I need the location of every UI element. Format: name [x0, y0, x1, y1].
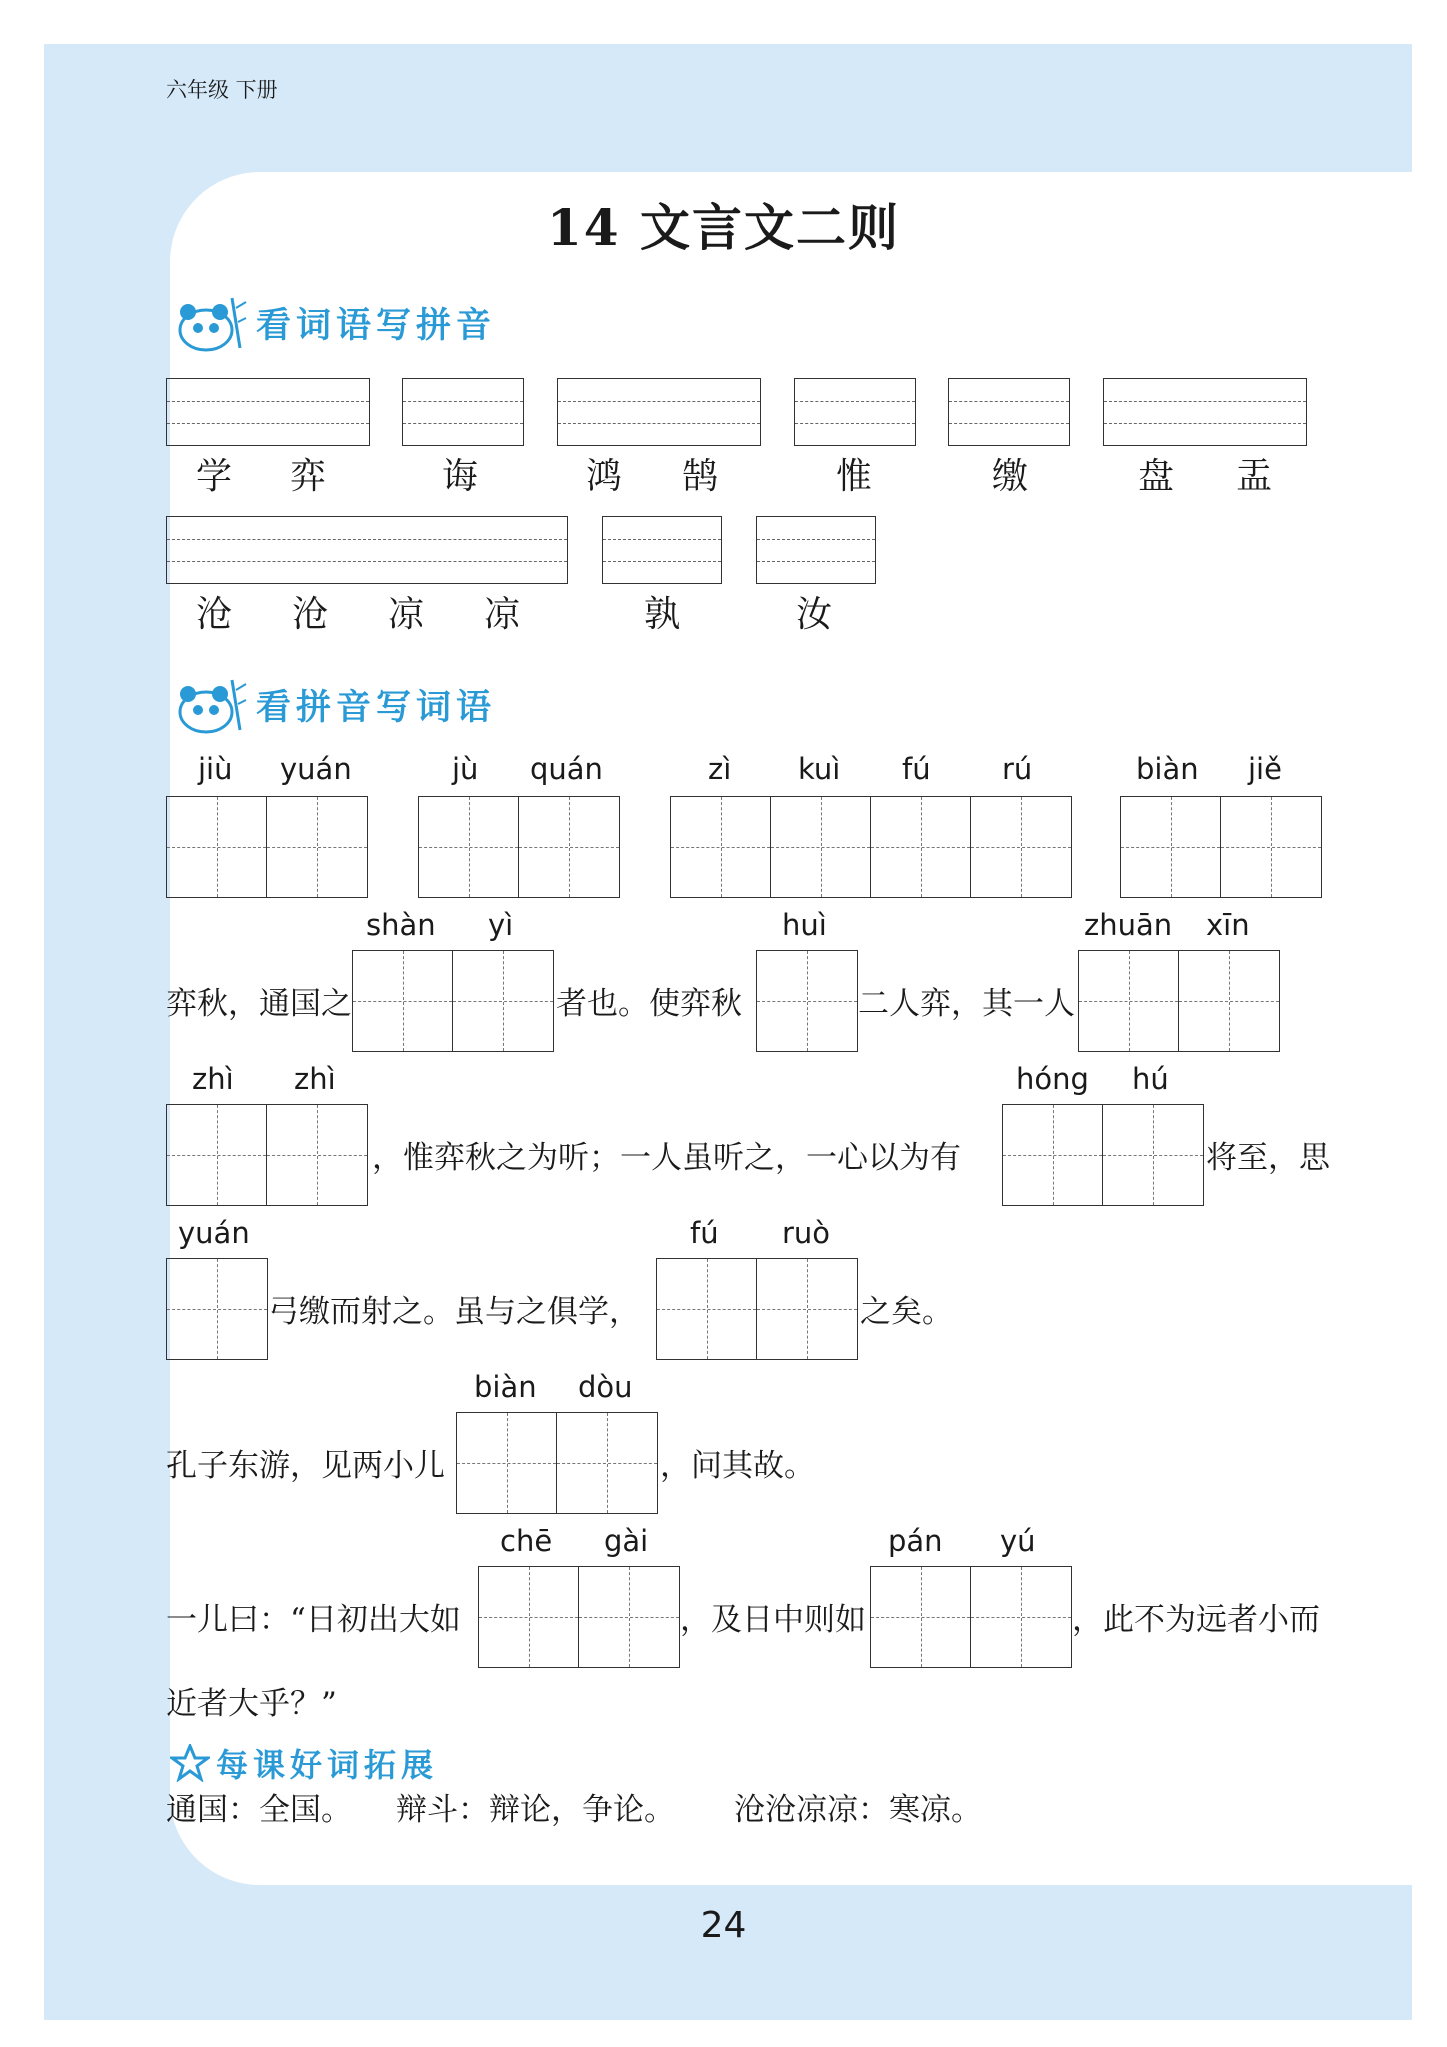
word-char: 学	[196, 456, 233, 497]
passage-text: ，及日中则如	[680, 1602, 866, 1638]
section-title: 看拼音写词语	[256, 688, 497, 728]
passage-text: 孔子东游，见两小儿	[166, 1448, 445, 1484]
pinyin: biàn	[1136, 752, 1199, 786]
word-char: 鸿	[586, 456, 623, 497]
answer-grid[interactable]	[352, 950, 554, 1052]
pinyin-box[interactable]	[948, 378, 1070, 446]
grade-label: 六年级 下册	[166, 78, 278, 102]
pinyin: huì	[782, 908, 827, 942]
pinyin: zì	[708, 752, 732, 786]
pinyin: hóng	[1016, 1062, 1089, 1096]
answer-grid[interactable]	[166, 1258, 268, 1360]
answer-grid[interactable]	[656, 1258, 858, 1360]
word-char: 沧	[196, 594, 233, 635]
word-char: 惟	[836, 456, 873, 497]
extension-title: 每课好词拓展	[216, 1746, 439, 1784]
pinyin: biàn	[474, 1370, 537, 1404]
word-char: 诲	[442, 456, 479, 497]
word-char: 沧	[292, 594, 329, 635]
pinyin-box[interactable]	[602, 516, 722, 584]
passage-text: ，此不为远者小而	[1072, 1602, 1320, 1638]
passage-text: 近者大乎？”	[166, 1686, 337, 1722]
passage-text: 将至，思	[1206, 1140, 1330, 1176]
pinyin-box[interactable]	[557, 378, 761, 446]
pinyin: jù	[452, 752, 479, 786]
word-char: 弈	[290, 456, 327, 497]
answer-grid[interactable]	[870, 1566, 1072, 1668]
word-row-2	[0, 586, 1447, 636]
pinyin: yuán	[178, 1216, 250, 1250]
pinyin: chē	[500, 1524, 553, 1558]
answer-grid[interactable]	[1078, 950, 1280, 1052]
pinyin: zhì	[192, 1062, 234, 1096]
section-pinyin-header	[170, 292, 496, 354]
pinyin-box[interactable]	[1103, 378, 1307, 446]
pinyin: rú	[1002, 752, 1033, 786]
word-row-1	[0, 448, 1447, 498]
pinyin: shàn	[366, 908, 436, 942]
pinyin: zhì	[294, 1062, 336, 1096]
pinyin: hú	[1132, 1062, 1169, 1096]
answer-grid[interactable]	[418, 796, 620, 898]
extension-item: 通国：全国。	[166, 1792, 352, 1828]
passage-text: 之矣。	[860, 1294, 953, 1330]
answer-grid[interactable]	[756, 950, 858, 1052]
page-number: 24	[700, 1905, 747, 1946]
passage-text: ，惟弈秋之为听；一人虽听之，一心以为有	[372, 1140, 961, 1176]
pinyin: kuì	[798, 752, 841, 786]
pinyin: gài	[604, 1524, 649, 1558]
pinyin-box[interactable]	[166, 378, 370, 446]
extension-item: 沧沧凉凉：寒凉。	[734, 1792, 982, 1828]
panda-icon	[170, 292, 248, 354]
pinyin: jiě	[1248, 752, 1282, 786]
pinyin-box[interactable]	[756, 516, 876, 584]
answer-grid[interactable]	[670, 796, 1072, 898]
extension-item: 辩斗：辩论，争论。	[396, 1792, 675, 1828]
star-icon	[170, 1744, 210, 1782]
pinyin: yì	[488, 908, 514, 942]
passage-text: ，问其故。	[660, 1448, 815, 1484]
pinyin: jiù	[198, 752, 233, 786]
pinyin: yú	[1000, 1524, 1036, 1558]
passage-text: 一儿曰：“日初出大如	[166, 1602, 461, 1638]
pinyin-box[interactable]	[166, 516, 568, 584]
pinyin: dòu	[578, 1370, 633, 1404]
panda-icon	[170, 674, 248, 736]
answer-grid[interactable]	[166, 1104, 368, 1206]
passage-text: 弓缴而射之。虽与之俱学，	[268, 1294, 640, 1330]
pinyin-box[interactable]	[794, 378, 916, 446]
word-char: 汝	[796, 594, 833, 635]
pinyin: pán	[888, 1524, 943, 1558]
pinyin: xīn	[1206, 908, 1250, 942]
section-title: 看词语写拼音	[256, 306, 497, 346]
word-char: 鹄	[682, 456, 719, 497]
answer-grid[interactable]	[1120, 796, 1322, 898]
passage-text: 二人弈，其一人	[858, 986, 1075, 1022]
word-char: 缴	[992, 456, 1029, 497]
answer-grid[interactable]	[456, 1412, 658, 1514]
lesson-title: 14 文言文二则	[547, 198, 900, 257]
extension-header	[170, 1740, 438, 1786]
word-char: 盘	[1138, 456, 1175, 497]
word-char: 盂	[1236, 456, 1273, 497]
word-char: 凉	[388, 594, 425, 635]
pinyin: ruò	[782, 1216, 831, 1250]
pinyin: yuán	[280, 752, 352, 786]
passage-text: 弈秋，通国之	[166, 986, 352, 1022]
answer-grid[interactable]	[166, 796, 368, 898]
pinyin: fú	[690, 1216, 719, 1250]
pinyin-box[interactable]	[402, 378, 524, 446]
word-char: 凉	[484, 594, 521, 635]
pinyin: fú	[902, 752, 931, 786]
section-words-header	[170, 674, 496, 736]
passage-text: 者也。使弈秋	[556, 986, 742, 1022]
pinyin: zhuān	[1084, 908, 1173, 942]
answer-grid[interactable]	[478, 1566, 680, 1668]
answer-grid[interactable]	[1002, 1104, 1204, 1206]
pinyin: quán	[530, 752, 603, 786]
word-char: 孰	[644, 594, 681, 635]
